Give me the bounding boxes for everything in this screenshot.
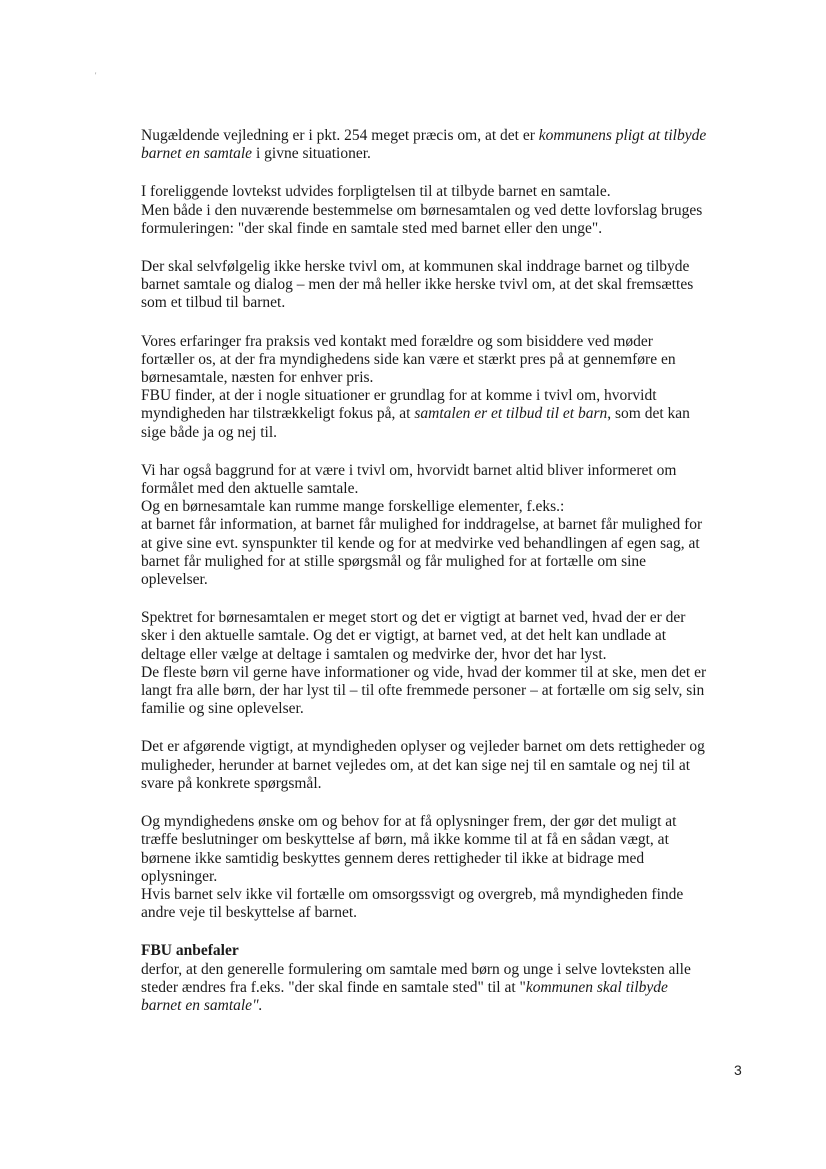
text-line <box>141 682 763 700</box>
text-line <box>141 868 763 886</box>
text-segment: andre veje til beskyttelse af barnet. <box>141 904 358 922</box>
text-segment: barnet samtale og dialog – men der må heller ikke herske tvivl om, at det skal fremsættes <box>141 276 694 294</box>
text-line <box>141 850 763 868</box>
scan-mark: ' <box>95 71 97 80</box>
text-line <box>141 258 763 276</box>
text-line <box>141 553 763 571</box>
text-line <box>141 202 763 220</box>
text-segment: oplevelser. <box>141 571 208 589</box>
text-line <box>141 220 763 238</box>
text-segment: som et tilbud til barnet. <box>141 294 286 312</box>
text-line <box>141 571 763 589</box>
text-segment: fortæller os, at der fra myndighedens side kan være et stærkt pres på at gennemføre en <box>141 350 676 368</box>
text-line <box>141 516 763 534</box>
text-segment: Nugældende vejledning er i pkt. 254 meget præcis om, at det er <box>141 127 539 144</box>
text-segment: børnesamtale, næsten for enhver pris. <box>141 369 374 387</box>
text-line <box>141 145 763 163</box>
paragraph <box>141 127 763 163</box>
text-segment: at barnet får information, at barnet får mulighed for inddragelse, at barnet får mulighed for <box>141 516 703 534</box>
text-line <box>141 405 763 423</box>
text-segment: oplysninger. <box>141 867 218 885</box>
paragraph <box>141 609 763 718</box>
text-line <box>141 627 763 645</box>
text-segment: sige både ja og nej til. <box>141 423 278 441</box>
text-segment: I foreliggende lovtekst udvides forpligtelsen til at tilbyde barnet en samtale. <box>141 183 611 201</box>
paragraph-list <box>141 127 763 922</box>
paragraph <box>141 738 763 793</box>
text-line <box>141 979 763 997</box>
text-line <box>141 886 763 904</box>
text-line <box>141 183 763 201</box>
text-line <box>141 127 763 145</box>
text-line <box>141 961 763 979</box>
text-segment: muligheder, herunder at barnet vejledes om, at det kan sige nej til en samtale og nej til at <box>141 756 691 774</box>
paragraph <box>141 462 763 589</box>
text-segment: steder ændres fra f.eks. "der skal finde en samtale sted" til at " <box>141 978 526 996</box>
recommendation-section <box>141 942 763 1015</box>
text-line <box>141 333 763 351</box>
paragraph <box>141 813 763 922</box>
text-segment: at give sine evt. synspunkter til kende og for at medvirke ved behandlingen af egen sag, at <box>141 534 700 552</box>
text-line <box>141 480 763 498</box>
text-segment: De fleste børn vil gerne have informationer og vide, hvad der kommer til at ske, men det er <box>141 663 707 681</box>
text-segment: myndigheden har tilstrækkeligt fokus på, at <box>141 405 415 423</box>
text-segment: barnet får mulighed for at stille spørgsmål og får mulighed for at fortælle om sine <box>141 552 647 570</box>
text-line <box>141 535 763 553</box>
text-segment: Spektret for børnesamtalen er meget stort og det er vigtigt at barnet ved, hvad der er der <box>141 609 686 627</box>
text-segment: Men både i den nuværende bestemmelse om børnesamtalen og ved dette lovforslag bruges <box>141 201 703 219</box>
text-line <box>141 387 763 405</box>
text-line <box>141 369 763 387</box>
text-line <box>141 831 763 849</box>
text-segment: Og myndighedens ønske om og behov for at få oplysninger frem, der gør det muligt at <box>141 813 677 831</box>
text-segment: familie og sine oplevelser. <box>141 700 304 718</box>
text-line <box>141 904 763 922</box>
text-segment: i givne situationer. <box>252 145 371 163</box>
text-segment: langt fra alle børn, der har lyst til – til ofte fremmede personer – at fortælle om sig selv, sin <box>141 682 705 700</box>
text-segment: Der skal selvfølgelig ikke herske tvivl om, at kommunen skal inddrage barnet og tilbyde <box>141 258 690 276</box>
text-line <box>141 738 763 756</box>
italic-text: kommunen skal tilbyde <box>525 978 668 996</box>
italic-text: barnet en samtale <box>141 145 253 163</box>
text-segment: svare på konkrete spørgsmål. <box>141 774 322 792</box>
text-line <box>141 609 763 627</box>
text-line <box>141 700 763 718</box>
text-line <box>141 775 763 793</box>
paragraph <box>141 333 763 442</box>
body-text <box>141 127 763 1035</box>
text-line <box>141 276 763 294</box>
text-segment: formuleringen: "der skal finde en samtale sted med barnet eller den unge". <box>141 219 603 237</box>
text-line <box>141 997 763 1015</box>
page-number: 3 <box>734 1062 742 1078</box>
text-segment: derfor, at den generelle formulering om samtale med børn og unge i selve lovteksten alle <box>141 960 691 978</box>
italic-text: barnet en samtale". <box>141 996 263 1014</box>
text-segment: , som det kan <box>607 405 690 423</box>
text-segment: Det er afgørende vigtigt, at myndigheden oplyser og vejleder barnet om dets rettigheder og <box>141 738 705 756</box>
text-segment: træffe beslutninger om beskyttelse af børn, må ikke komme til at få en sådan vægt, at <box>141 831 669 849</box>
paragraph <box>141 258 763 313</box>
text-segment: FBU finder, at der i nogle situationer er grundlag for at komme i tvivl om, hvorvidt <box>141 387 657 405</box>
text-segment: deltage eller vælge at deltage i samtalen og medvirke der, hvor det har lyst. <box>141 645 607 663</box>
text-line <box>141 757 763 775</box>
text-line <box>141 813 763 831</box>
text-segment: sker i den aktuelle samtale. Og det er vigtigt, at barnet ved, at det helt kan undlade at <box>141 627 667 645</box>
italic-text: samtalen er et tilbud til et barn <box>414 405 608 423</box>
text-segment: Hvis barnet selv ikke vil fortælle om omsorgssvigt og overgreb, må myndigheden finde <box>141 885 684 903</box>
text-line <box>141 351 763 369</box>
text-segment: Vi har også baggrund for at være i tvivl om, hvorvidt barnet altid bliver informeret om <box>141 461 677 479</box>
recommendation-heading: FBU anbefaler <box>141 942 239 960</box>
recommendation-text <box>141 961 763 1016</box>
paragraph <box>141 183 763 238</box>
text-line <box>141 646 763 664</box>
text-line <box>141 462 763 480</box>
text-segment: formålet med den aktuelle samtale. <box>141 480 359 498</box>
italic-text: kommunens pligt at tilbyde <box>538 127 707 144</box>
text-line <box>141 294 763 312</box>
text-segment: børnene ikke samtidig beskyttes gennem deres rettigheder til ikke at bidrage med <box>141 849 645 867</box>
text-line <box>141 424 763 442</box>
text-segment: Og en børnesamtale kan rumme mange forskellige elementer, f.eks.: <box>141 498 565 516</box>
text-segment: Vores erfaringer fra praksis ved kontakt med forældre og som bisiddere ved møder <box>141 332 653 350</box>
text-line <box>141 664 763 682</box>
text-line <box>141 498 763 516</box>
